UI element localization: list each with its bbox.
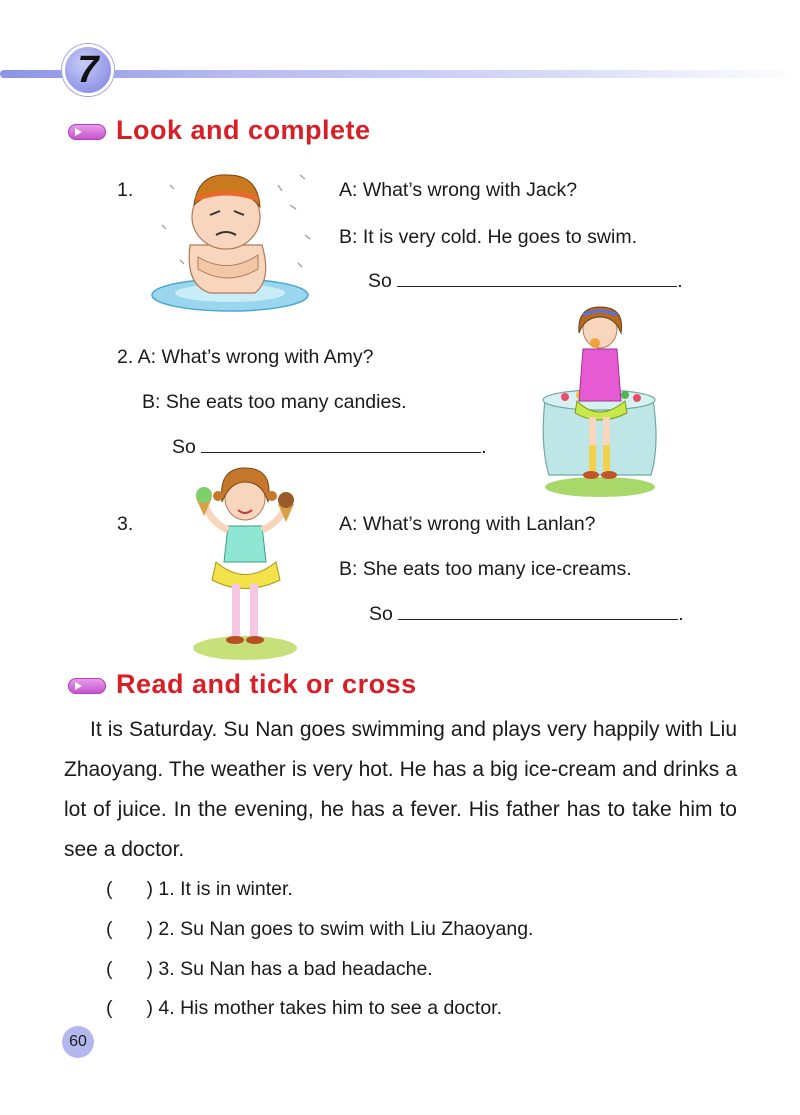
- item-2-number: 2.: [117, 346, 134, 368]
- question-row: [106, 917, 533, 941]
- unit-number: 7: [77, 49, 99, 91]
- page-number: 60: [69, 1033, 87, 1050]
- section-title-look-and-complete: Look and complete: [116, 115, 371, 145]
- section-title-read-and-tick-or-cross: Read and tick or cross: [116, 669, 417, 699]
- question-row: [106, 877, 293, 901]
- item-2-period: .: [481, 436, 487, 458]
- question-row: [106, 957, 433, 981]
- answer-bracket-close[interactable]: ): [146, 878, 153, 900]
- item-3-number: 3.: [117, 513, 134, 535]
- item-3-period: .: [678, 603, 684, 625]
- item-3-question: A: What’s wrong with Lanlan?: [339, 513, 596, 535]
- item-3-blank[interactable]: [398, 601, 678, 620]
- item-1-question: A: What’s wrong with Jack?: [339, 179, 578, 201]
- item-2-question: A: What’s wrong with Amy?: [137, 346, 374, 368]
- item-2-so: So: [172, 436, 196, 458]
- item-3-so-line: [369, 601, 684, 626]
- answer-bracket-open[interactable]: (: [106, 958, 113, 980]
- question-text: 2. Su Nan goes to swim with Liu Zhaoyang.: [158, 918, 534, 940]
- question-row: [106, 996, 502, 1020]
- answer-bracket-close[interactable]: ): [146, 958, 153, 980]
- item-2-so-line: [172, 434, 487, 459]
- item-3-answer: B: She eats too many ice-creams.: [339, 558, 632, 580]
- item-2-question-line: [117, 345, 374, 369]
- question-text: 3. Su Nan has a bad headache.: [158, 958, 433, 980]
- item-2-blank[interactable]: [201, 434, 481, 453]
- item-2-answer: B: She eats too many candies.: [142, 391, 407, 413]
- item-1-answer: B: It is very cold. He goes to swim.: [339, 226, 638, 248]
- header-rule: [0, 70, 800, 78]
- answer-bracket-close[interactable]: ): [146, 918, 153, 940]
- section-arrow-icon: [68, 124, 106, 140]
- section-arrow-icon: [68, 678, 106, 694]
- reading-passage: It is Saturday. Su Nan goes swimming and plays very happily with Liu Zhaoyang. The weather is very hot. He has a big ice-cream and drinks a lot of juice. In the evening, he has a fever. His father has to take him to see a doctor.: [64, 718, 737, 861]
- answer-bracket-open[interactable]: (: [106, 878, 113, 900]
- lanlan-ice-creams-illustration: [190, 462, 300, 662]
- item-1-period: .: [677, 270, 683, 292]
- amy-candies-illustration: [535, 305, 665, 500]
- answer-bracket-open[interactable]: (: [106, 997, 113, 1019]
- jack-cold-illustration: [150, 165, 320, 315]
- item-1-so: So: [368, 270, 392, 292]
- item-1-so-line: [368, 268, 683, 293]
- answer-bracket-open[interactable]: (: [106, 918, 113, 940]
- item-3-so: So: [369, 603, 393, 625]
- item-1-blank[interactable]: [397, 268, 677, 287]
- question-text: 4. His mother takes him to see a doctor.: [158, 997, 502, 1019]
- question-text: 1. It is in winter.: [158, 878, 293, 900]
- item-1-number: 1.: [117, 179, 134, 201]
- answer-bracket-close[interactable]: ): [146, 997, 153, 1019]
